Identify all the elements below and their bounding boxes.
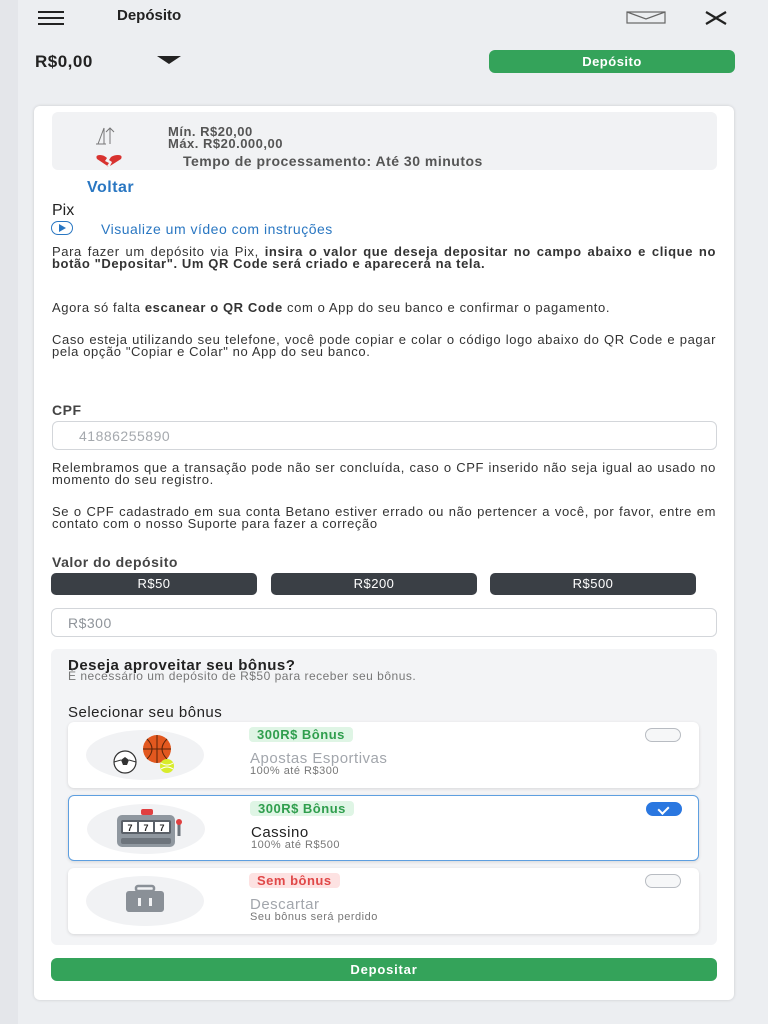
bonus-badge: 300R$ Bônus bbox=[250, 801, 354, 816]
bonus-note: É necessário um depósito de R$50 para receber seu bônus. bbox=[68, 669, 417, 683]
bonus-subtitle: 100% até R$500 bbox=[251, 839, 340, 851]
method-title: Pix bbox=[52, 202, 75, 219]
instructions-paragraph-2 bbox=[52, 302, 716, 314]
quick-amount-200-button[interactable]: R$200 bbox=[271, 573, 477, 595]
trash-can-icon bbox=[86, 876, 204, 926]
cpf-note-1: Relembramos que a transação pode não ser concluída, caso o CPF inserido não seja igual ao usado no momento do seu registro. bbox=[52, 460, 716, 487]
cpf-input[interactable] bbox=[52, 421, 717, 450]
instruction-bold-text: escanear o QR Code bbox=[144, 300, 283, 315]
video-instructions-link[interactable]: Visualize um vídeo com instruções bbox=[101, 221, 333, 237]
instruction-bold-text: insira o valor que deseja depositar no campo abaixo e clique no botão "Depositar". Um QR Code será criado e aparecerá na tela. bbox=[52, 244, 716, 271]
left-edge-strip bbox=[0, 0, 18, 1024]
deposit-amount-label: Valor do depósito bbox=[52, 554, 178, 570]
svg-text:7: 7 bbox=[127, 823, 133, 833]
limits-info-box bbox=[52, 112, 717, 170]
bonus-subtitle: 100% até R$300 bbox=[250, 765, 339, 777]
bonus-title: Descartar bbox=[250, 896, 320, 913]
bonus-option-casino[interactable] bbox=[68, 795, 699, 861]
top-bar bbox=[18, 0, 768, 40]
bonus-subtitle: Seu bônus será perdido bbox=[250, 911, 378, 923]
deposit-submit-button[interactable]: Depositar bbox=[51, 958, 717, 981]
back-link[interactable]: Voltar bbox=[87, 179, 135, 196]
instructions-paragraph-1 bbox=[52, 246, 716, 270]
bonus-radio[interactable] bbox=[645, 874, 681, 888]
svg-text:7: 7 bbox=[143, 823, 149, 833]
caret-down-icon[interactable] bbox=[157, 56, 181, 64]
cpf-label: CPF bbox=[52, 402, 82, 418]
play-icon[interactable] bbox=[51, 221, 73, 235]
bonus-title: Apostas Esportivas bbox=[250, 750, 388, 767]
cpf-note-2: Se o CPF cadastrado em sua conta Betano estiver errado ou não pertencer a você, por favor, entre em contato com o nosso Suporte para fazer a correção bbox=[52, 504, 716, 531]
instruction-text: Para fazer um depósito via Pix, bbox=[52, 244, 265, 259]
bonus-select-label: Selecionar seu bônus bbox=[68, 704, 223, 721]
deposit-header-button[interactable]: Depósito bbox=[489, 50, 735, 73]
svg-text:7: 7 bbox=[159, 823, 165, 833]
deposit-card bbox=[34, 106, 734, 1000]
min-limit: Mín. R$20,00 bbox=[168, 124, 253, 139]
broken-heart-icon bbox=[94, 154, 124, 168]
quick-amount-500-button[interactable]: R$500 bbox=[490, 573, 696, 595]
bonus-badge: Sem bônus bbox=[249, 873, 340, 888]
quick-amount-50-button[interactable]: R$50 bbox=[51, 573, 257, 595]
balance-amount[interactable]: R$0,00 bbox=[35, 52, 93, 71]
mail-icon[interactable] bbox=[626, 11, 666, 24]
instructions-paragraph-3: Caso esteja utilizando seu telefone, você pode copiar e colar o código logo abaixo do QR Code e pagar pela opção "Copiar e Colar" no App do seu banco. bbox=[52, 332, 716, 359]
processing-time: Tempo de processamento: Até 30 minutos bbox=[183, 153, 483, 169]
bonus-radio-checked[interactable] bbox=[646, 802, 682, 816]
sports-balls-icon bbox=[86, 730, 204, 780]
bonus-title: Cassino bbox=[251, 824, 309, 841]
bonus-option-sports[interactable] bbox=[68, 722, 699, 788]
bonus-badge: 300R$ Bônus bbox=[249, 727, 353, 742]
max-limit: Máx. R$20.000,00 bbox=[168, 136, 283, 151]
deposit-amount-input[interactable] bbox=[51, 608, 717, 637]
bonus-panel bbox=[51, 649, 717, 945]
instruction-text: com o App do seu banco e confirmar o pagamento. bbox=[282, 300, 611, 315]
slot-machine-icon bbox=[87, 804, 205, 854]
bonus-question: Deseja aproveitar seu bônus? bbox=[68, 657, 296, 674]
page-title: Depósito bbox=[117, 7, 182, 24]
swap-arrows-icon bbox=[92, 124, 122, 148]
close-icon[interactable] bbox=[704, 10, 728, 26]
balance-row bbox=[18, 40, 768, 102]
bonus-option-discard[interactable] bbox=[68, 868, 699, 934]
instruction-text: Agora só falta bbox=[52, 300, 145, 315]
bonus-radio[interactable] bbox=[645, 728, 681, 742]
hamburger-menu-icon[interactable] bbox=[38, 11, 64, 25]
